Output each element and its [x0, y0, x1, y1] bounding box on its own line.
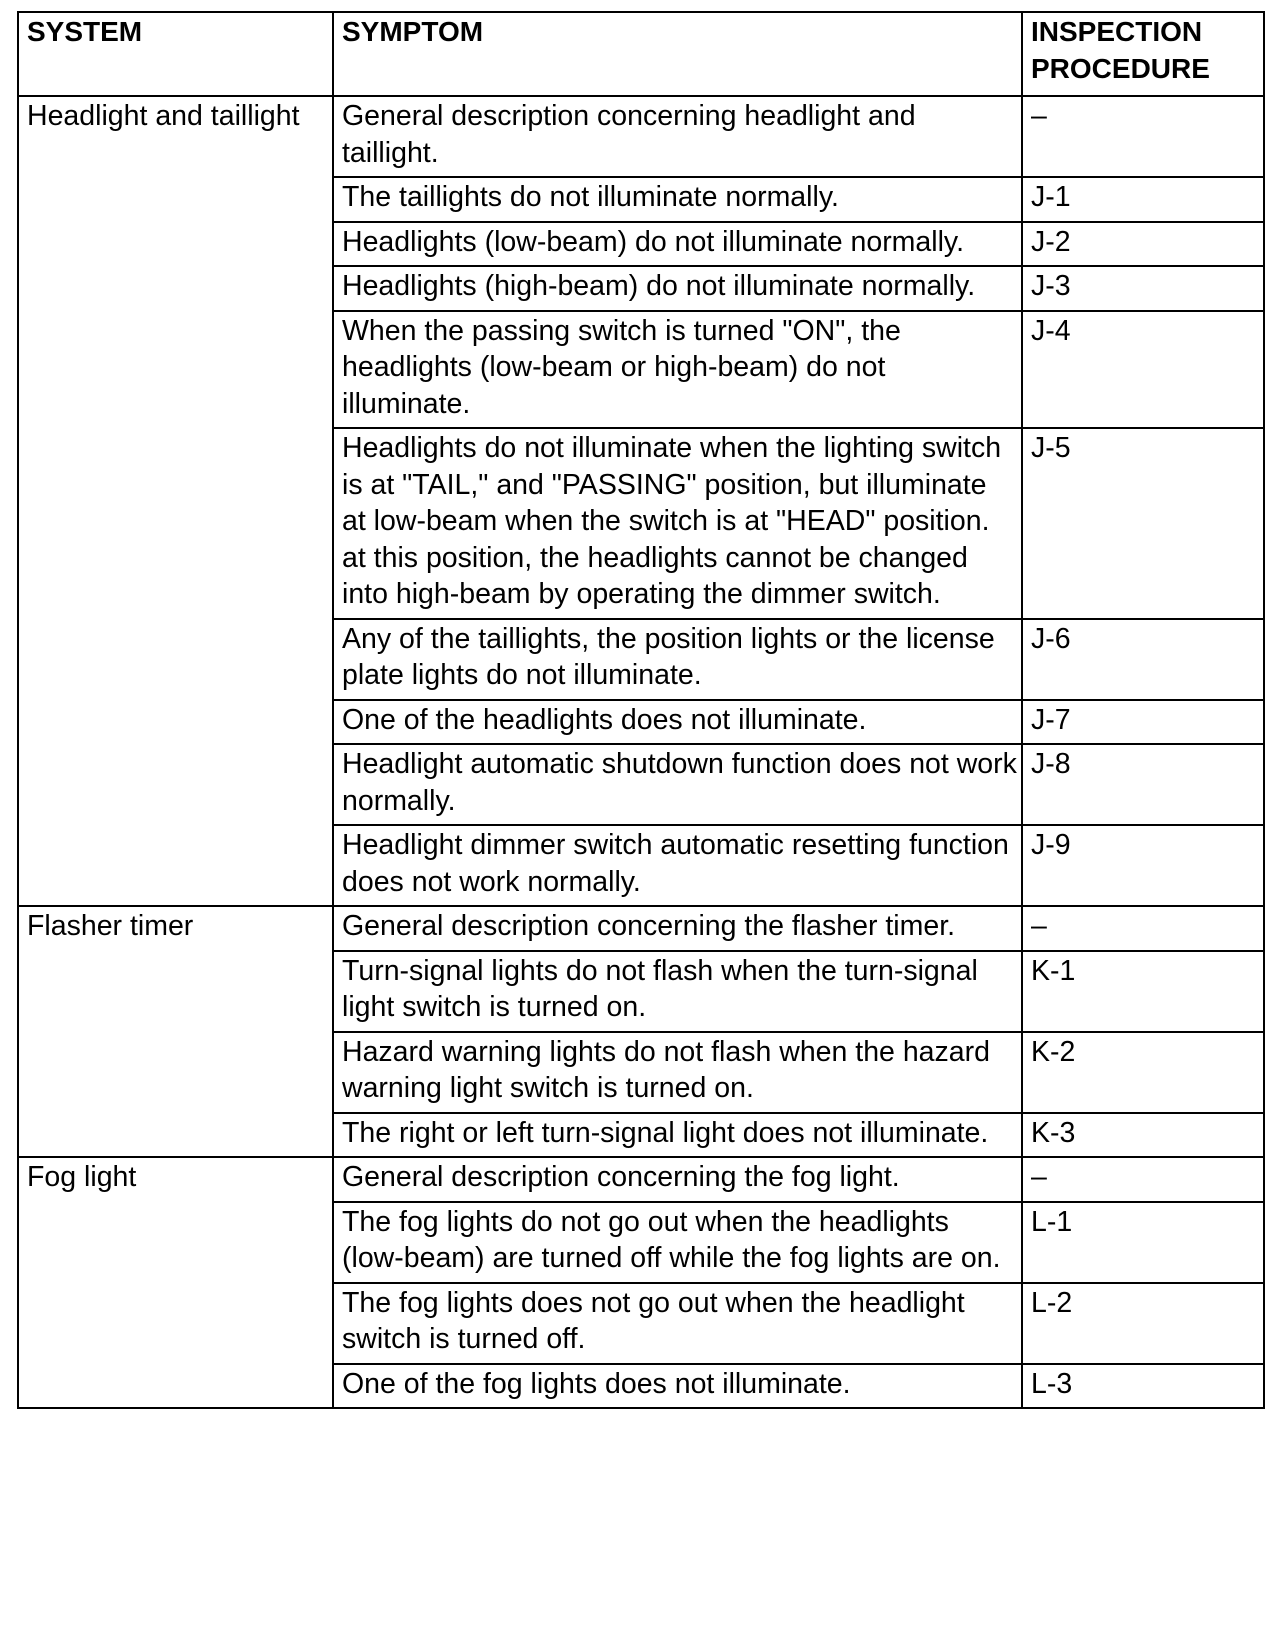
header-system: SYSTEM [18, 12, 333, 96]
procedure-cell: J-6 [1022, 619, 1264, 700]
symptom-cell: One of the headlights does not illuminate. [333, 700, 1022, 745]
procedure-cell: – [1022, 96, 1264, 177]
symptom-cell: Headlights do not illuminate when the lighting switch is at "TAIL," and "PASSING" position, but illuminate at low-beam when the switch is at "HEAD" position. at this position, the headlights cannot be changed into high-beam by operating the dimmer switch. [333, 428, 1022, 619]
procedure-cell: L-3 [1022, 1364, 1264, 1409]
procedure-cell: J-2 [1022, 222, 1264, 267]
procedure-cell: K-1 [1022, 951, 1264, 1032]
table-row [18, 1157, 1264, 1202]
procedure-cell: J-4 [1022, 311, 1264, 429]
symptom-cell: General description concerning headlight and taillight. [333, 96, 1022, 177]
symptom-cell: When the passing switch is turned "ON", the headlights (low-beam or high-beam) do not illuminate. [333, 311, 1022, 429]
procedure-cell: L-2 [1022, 1283, 1264, 1364]
procedure-cell: J-3 [1022, 266, 1264, 311]
procedure-cell: K-2 [1022, 1032, 1264, 1113]
symptom-cell: The right or left turn-signal light does not illuminate. [333, 1113, 1022, 1158]
procedure-cell: J-9 [1022, 825, 1264, 906]
symptom-cell: General description concerning the flasher timer. [333, 906, 1022, 951]
symptom-cell: Headlight automatic shutdown function does not work normally. [333, 744, 1022, 825]
symptom-cell: The taillights do not illuminate normally. [333, 177, 1022, 222]
symptom-cell: General description concerning the fog light. [333, 1157, 1022, 1202]
procedure-cell: – [1022, 1157, 1264, 1202]
procedure-cell: J-5 [1022, 428, 1264, 619]
symptom-cell: Hazard warning lights do not flash when the hazard warning light switch is turned on. [333, 1032, 1022, 1113]
table-row [18, 96, 1264, 177]
symptom-cell: One of the fog lights does not illuminate. [333, 1364, 1022, 1409]
procedure-cell: K-3 [1022, 1113, 1264, 1158]
header-row [18, 12, 1264, 96]
procedure-cell: J-1 [1022, 177, 1264, 222]
procedure-cell: L-1 [1022, 1202, 1264, 1283]
symptom-cell: Headlight dimmer switch automatic resetting function does not work normally. [333, 825, 1022, 906]
header-symptom: SYMPTOM [333, 12, 1022, 96]
symptom-cell: The fog lights do not go out when the headlights (low-beam) are turned off while the fog lights are on. [333, 1202, 1022, 1283]
table-row [18, 906, 1264, 951]
procedure-cell: – [1022, 906, 1264, 951]
procedure-cell: J-7 [1022, 700, 1264, 745]
system-fog-light: Fog light [18, 1157, 333, 1408]
troubleshooting-table [17, 11, 1265, 1409]
symptom-cell: Headlights (low-beam) do not illuminate normally. [333, 222, 1022, 267]
symptom-cell: Any of the taillights, the position lights or the license plate lights do not illuminate. [333, 619, 1022, 700]
procedure-cell: J-8 [1022, 744, 1264, 825]
header-inspection-procedure: INSPECTION PROCEDURE [1022, 12, 1264, 96]
system-flasher-timer: Flasher timer [18, 906, 333, 1157]
symptom-cell: Turn-signal lights do not flash when the turn-signal light switch is turned on. [333, 951, 1022, 1032]
symptom-cell: The fog lights does not go out when the headlight switch is turned off. [333, 1283, 1022, 1364]
system-headlight-taillight: Headlight and taillight [18, 96, 333, 906]
symptom-cell: Headlights (high-beam) do not illuminate normally. [333, 266, 1022, 311]
